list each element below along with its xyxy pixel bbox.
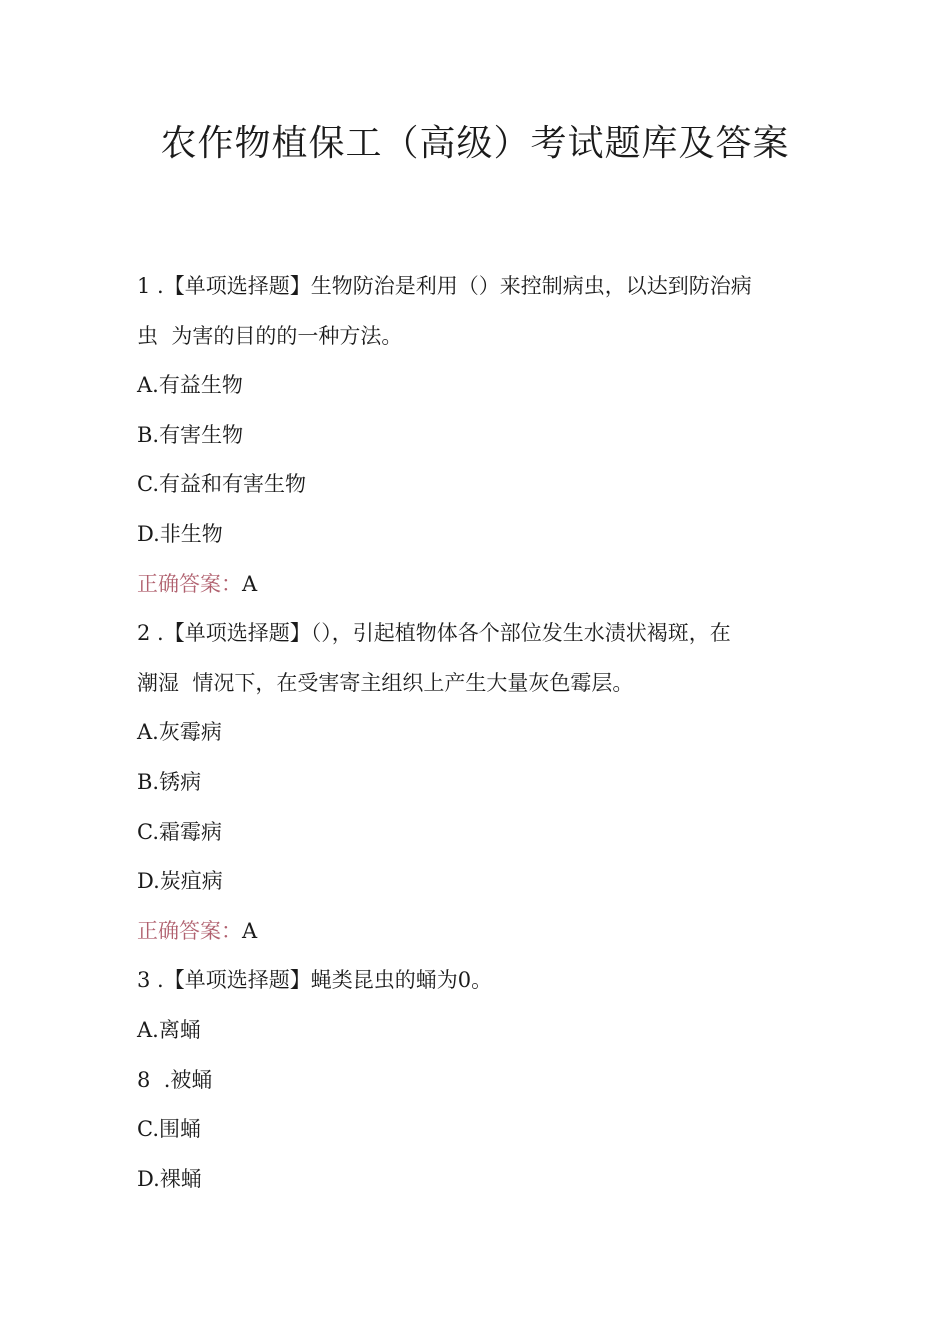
question-1-stem-line-1: 1 .【单项选择题】生物防治是利用（）来控制病虫，以达到防治病 xyxy=(137,274,752,298)
answer-label: 正确答案： xyxy=(137,571,242,596)
question-1-stem-line-2: 虫 为害的目的的一种方法。 xyxy=(137,323,403,348)
question-2-option-b: B.锈病 xyxy=(137,769,202,794)
question-1-option-d: D.非生物 xyxy=(137,521,223,546)
question-3-option-b: 8 .被蛹 xyxy=(137,1067,213,1092)
question-3-option-c: C.围蛹 xyxy=(137,1117,201,1142)
document-title: 农作物植保工（高级）考试题库及答案 xyxy=(160,123,790,164)
question-3-stem-line-1: 3 .【单项选择题】蝇类昆虫的蛹为0。 xyxy=(137,968,493,993)
question-2-option-c: C.霜霉病 xyxy=(137,819,222,844)
answer-label: 正确答案： xyxy=(137,918,242,943)
question-2-answer xyxy=(137,907,807,957)
answer-value: A xyxy=(242,918,258,943)
question-2-stem-line-1: 2 .【单项选择题】（），引起植物体各个部位发生水渍状褐斑，在 xyxy=(137,621,731,646)
question-1-answer xyxy=(137,560,807,610)
question-1-option-b: B.有害生物 xyxy=(137,422,244,447)
question-1-option-a: A.有益生物 xyxy=(137,373,243,398)
question-3-option-d: D.裸蛹 xyxy=(137,1166,202,1191)
question-2-option-a: A.灰霉病 xyxy=(137,720,222,745)
answer-value: A xyxy=(242,571,258,596)
question-2-option-d: D.炭疽病 xyxy=(137,869,223,894)
question-2-stem-line-2: 潮湿 情况下，在受害寄主组织上产生大量灰色霉层。 xyxy=(137,670,634,695)
question-1-option-c: C.有益和有害生物 xyxy=(137,472,306,497)
question-3-option-a: A.离蛹 xyxy=(137,1017,201,1042)
question-list xyxy=(137,262,807,1204)
